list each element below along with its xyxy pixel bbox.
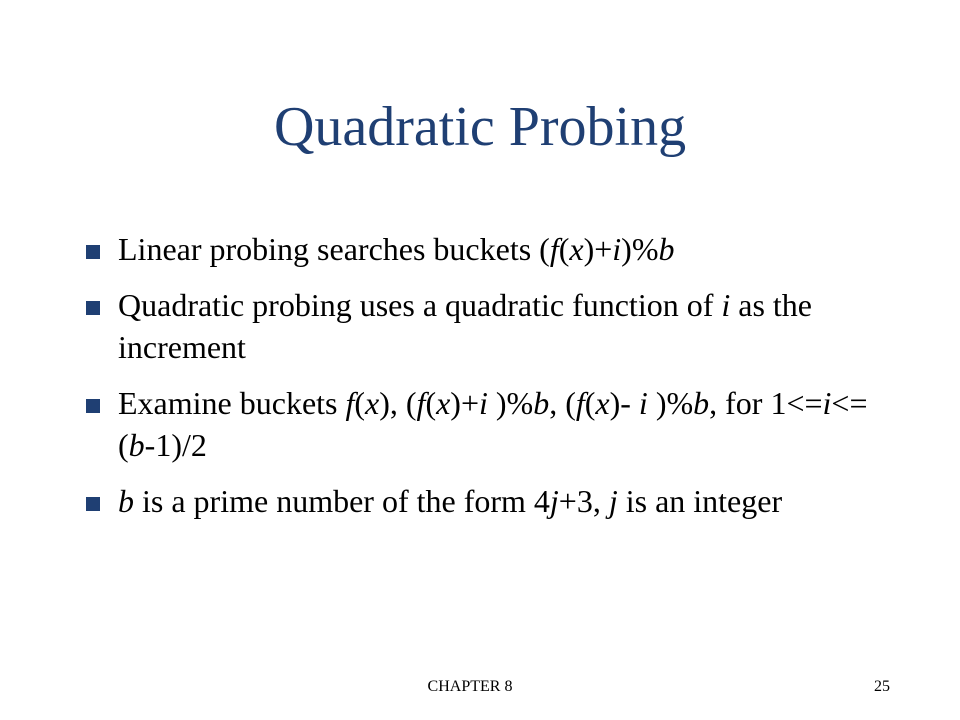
- math-variable: f: [575, 385, 585, 421]
- text-run: , for 1<=: [709, 385, 823, 421]
- text-run: (: [354, 385, 366, 421]
- math-variable: x: [436, 385, 451, 421]
- math-variable: f: [416, 385, 426, 421]
- math-variable: i: [721, 287, 731, 323]
- text-run: )%: [487, 385, 534, 421]
- text-run: )-: [609, 385, 639, 421]
- math-variable: j: [608, 483, 618, 519]
- square-bullet-icon: [86, 497, 100, 511]
- slide-title: Quadratic Probing: [273, 96, 687, 158]
- math-variable: x: [595, 385, 610, 421]
- math-variable: i: [479, 385, 488, 421]
- math-variable: f: [549, 231, 559, 267]
- text-run: )%: [621, 231, 659, 267]
- bullet-item: [80, 382, 880, 466]
- text-run: Examine buckets: [118, 385, 346, 421]
- text-run: +3,: [558, 483, 609, 519]
- text-run: )+: [583, 231, 613, 267]
- math-variable: x: [365, 385, 380, 421]
- square-bullet-icon: [86, 399, 100, 413]
- math-variable: j: [549, 483, 559, 519]
- math-variable: b: [118, 483, 134, 519]
- text-run: (: [425, 385, 437, 421]
- text-run: -1)/2: [144, 427, 207, 463]
- math-variable: b: [533, 385, 550, 421]
- text-run: Linear probing searches buckets (: [118, 231, 550, 267]
- footer-chapter: CHAPTER 8: [427, 678, 513, 695]
- math-variable: b: [128, 427, 145, 463]
- math-variable: i: [822, 385, 832, 421]
- bullet-item: [80, 480, 880, 522]
- bullet-text: [118, 385, 868, 463]
- math-variable: b: [693, 385, 710, 421]
- text-run: <=(: [118, 385, 868, 463]
- text-run: (: [558, 231, 570, 267]
- text-run: )%: [647, 385, 694, 421]
- text-run: is a prime number of the form 4: [134, 483, 550, 519]
- bullet-item: [80, 284, 880, 368]
- math-variable: i: [638, 385, 648, 421]
- math-variable: x: [569, 231, 584, 267]
- bullet-text: [118, 483, 782, 519]
- footer-page-number: 25: [874, 678, 890, 695]
- bullet-item: [80, 228, 880, 270]
- math-variable: i: [612, 231, 622, 267]
- bullet-list: [80, 228, 880, 536]
- square-bullet-icon: [86, 301, 100, 315]
- bullet-text: [118, 231, 674, 267]
- text-run: )+: [450, 385, 479, 421]
- text-run: is an integer: [617, 483, 783, 519]
- text-run: (: [584, 385, 596, 421]
- bullet-text: [118, 287, 812, 365]
- math-variable: b: [658, 231, 675, 267]
- text-run: , (: [549, 385, 576, 421]
- text-run: ), (: [379, 385, 417, 421]
- math-variable: f: [345, 385, 355, 421]
- text-run: as the increment: [118, 287, 812, 365]
- square-bullet-icon: [86, 245, 100, 259]
- text-run: Quadratic probing uses a quadratic function of: [118, 287, 722, 323]
